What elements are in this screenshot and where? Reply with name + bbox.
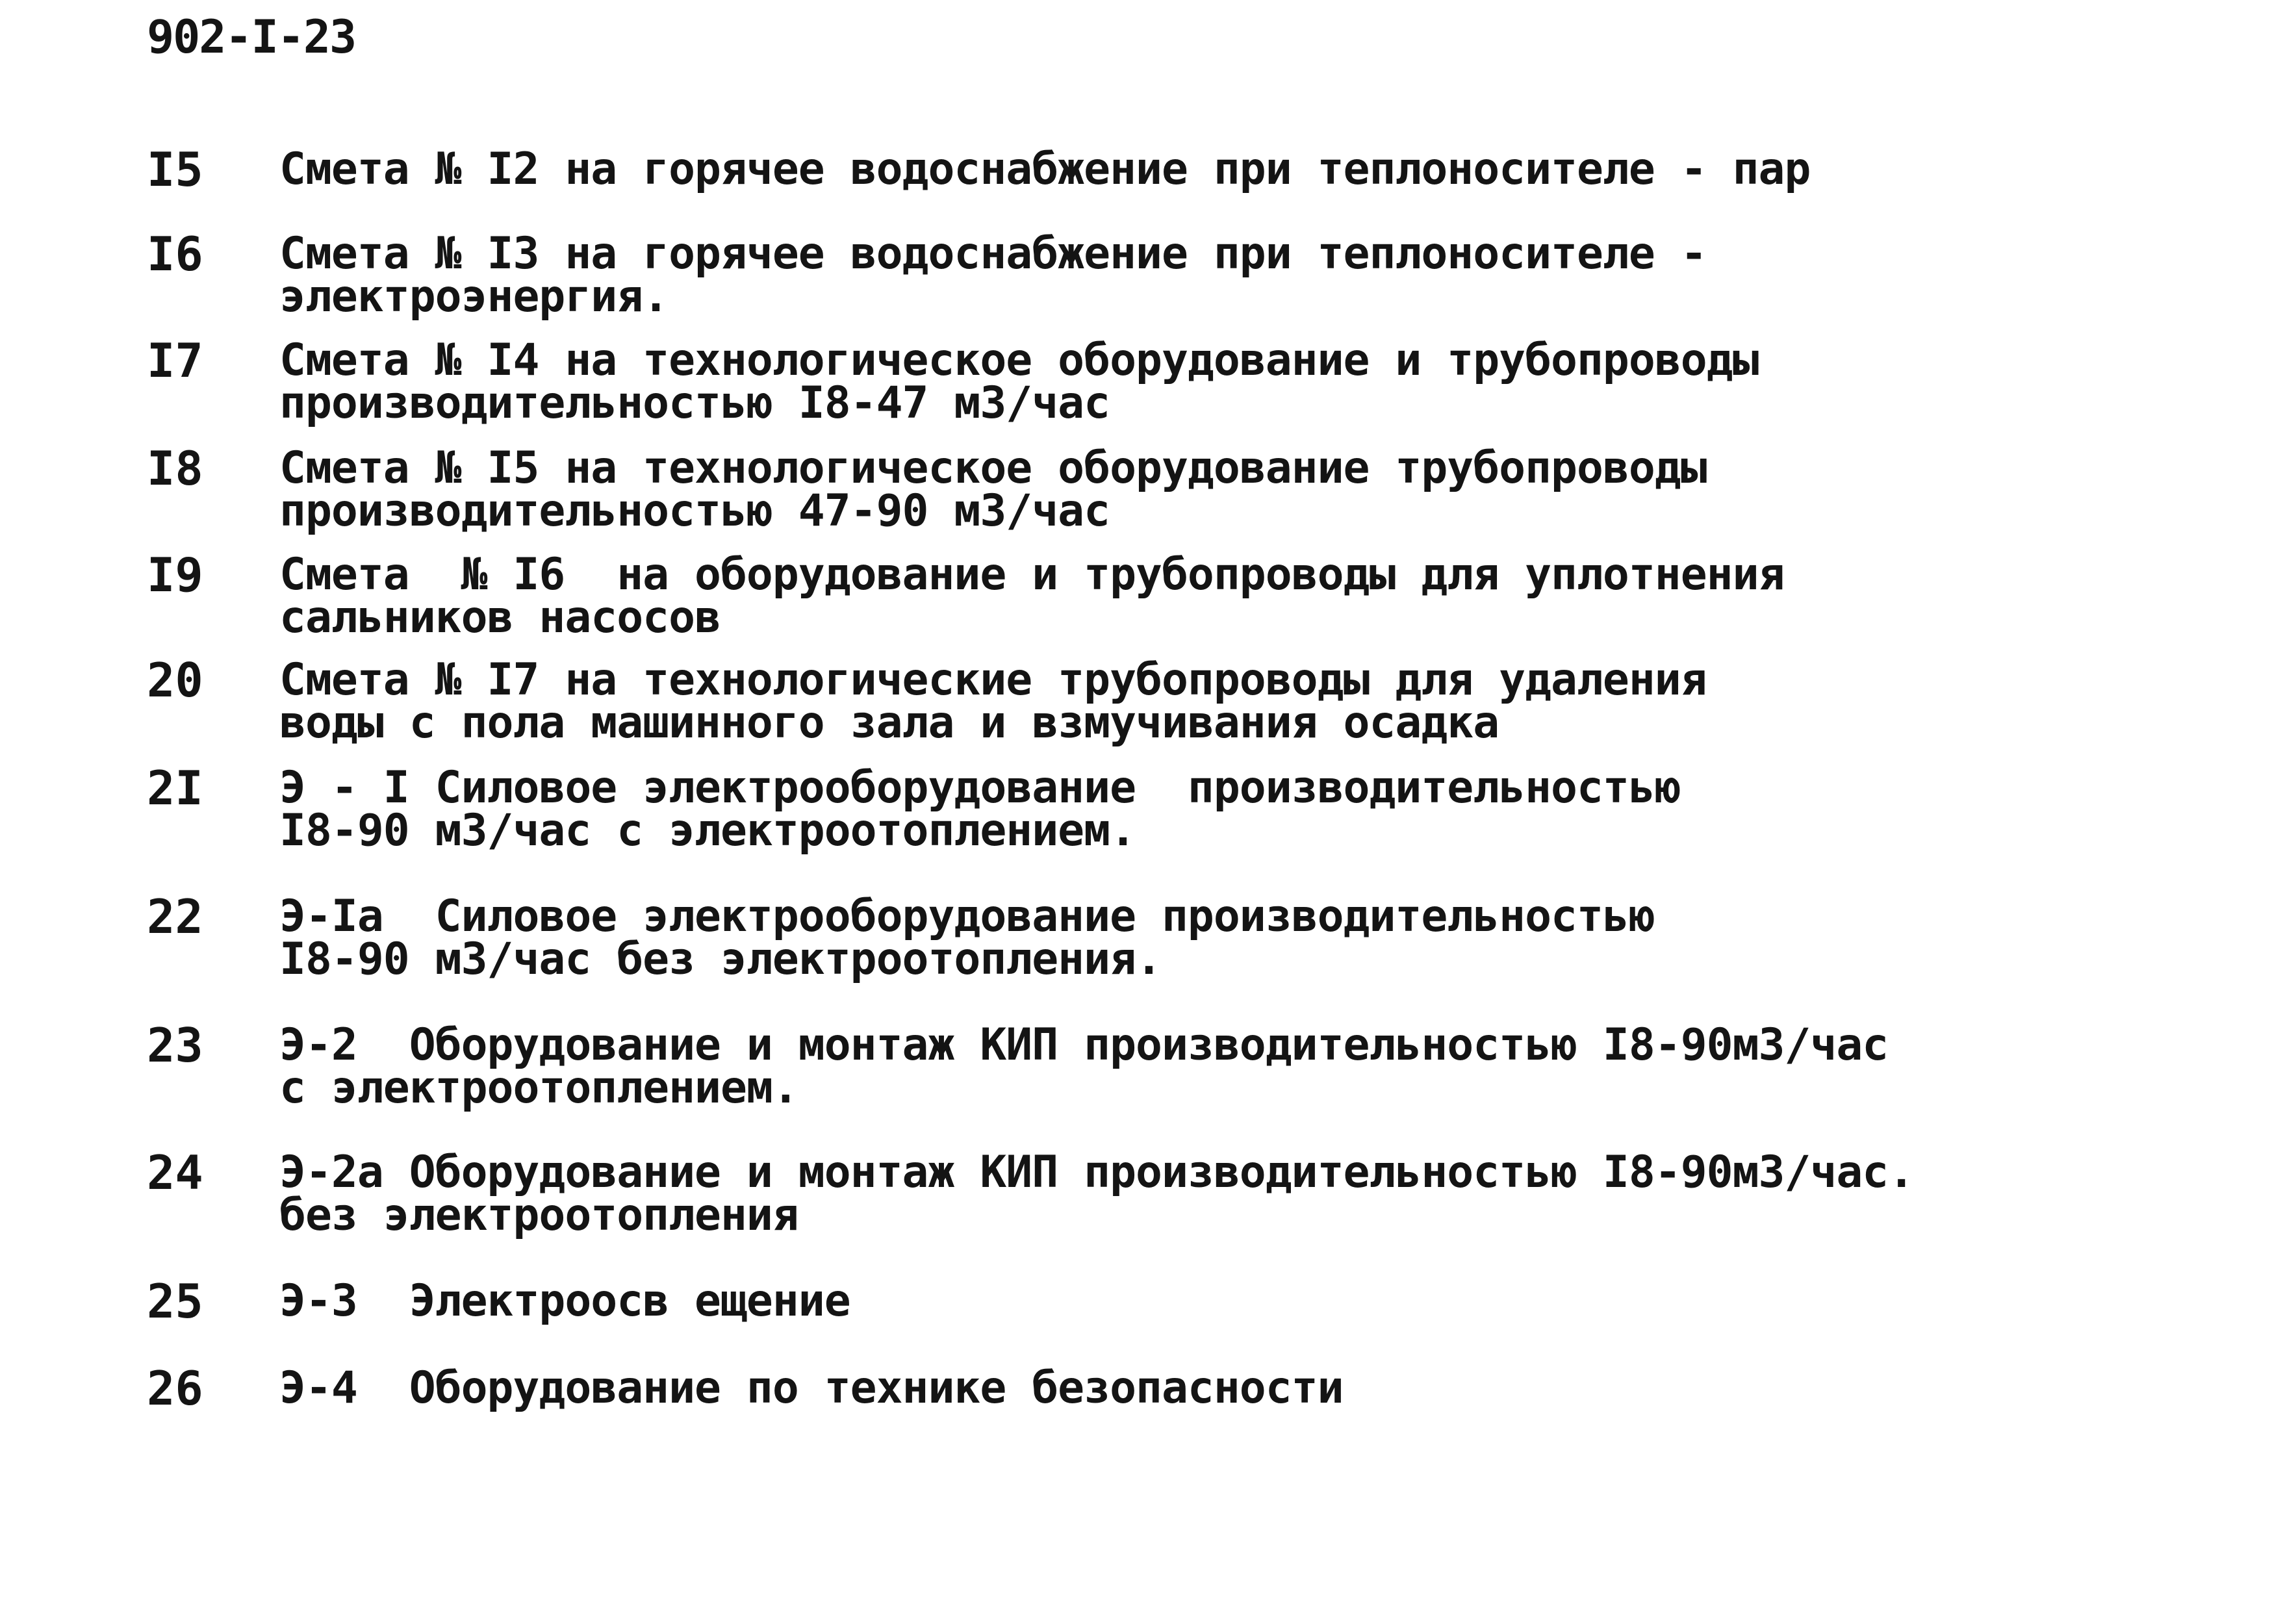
item-text [279,654,2215,748]
item-text [279,1147,2215,1241]
item-number: I9 [147,548,203,602]
item-line: I8-90 м3/час с электроотоплением. [279,805,1136,856]
item-number: 2I [147,761,203,815]
item-line: Э-4 Оборудование по технике безопасности [279,1362,1344,1414]
item-number: I6 [147,227,203,281]
item-text [279,891,2215,985]
item-line: Смета № I2 на горячее водоснабжение при теплоносителе - пар [279,144,1811,195]
item-number: 23 [147,1018,203,1073]
item-line: воды с пола машинного зала и взмучивания осадка [279,697,1499,748]
item-line: производительностью 47-90 м3/час [279,485,1110,537]
item-line: с электроотоплением. [279,1062,798,1114]
item-line: Смета № I6 на оборудование и трубопроводы для уплотнения [279,549,1785,600]
item-text [279,335,2215,429]
item-line: сальников насосов [279,592,721,643]
item-text [279,549,2215,643]
item-number: 24 [147,1145,203,1200]
item-text [279,1275,2215,1327]
item-line: электроэнергия. [279,271,669,322]
item-text [279,1019,2215,1114]
item-line: Э-Iа Силовое электрооборудование производительностью [279,891,1655,942]
item-number: I8 [147,441,203,496]
item-number: 22 [147,889,203,944]
item-number: 25 [147,1274,203,1329]
item-text [279,144,2215,195]
item-line: I8-90 м3/час без электроотопления. [279,934,1162,985]
item-line: без электроотопления [279,1190,798,1241]
item-text [279,228,2215,322]
item-text [279,762,2215,856]
item-line: Э-2 Оборудование и монтаж КИП производительностью I8-90м3/час [279,1019,1889,1071]
item-number: I7 [147,333,203,388]
document-code: 902-I-23 [147,10,356,64]
item-text [279,442,2215,537]
item-line: Смета № I3 на горячее водоснабжение при теплоносителе - [279,228,1707,279]
item-line: Смета № I4 на технологическое оборудование и трубопроводы [279,335,1759,386]
item-line: Э-3 Электроосв ещение [279,1275,850,1327]
item-number: 20 [147,653,203,708]
item-text [279,1362,2215,1414]
item-line: Э - I Силовое электрооборудование производительностью [279,762,1681,813]
item-line: Смета № I5 на технологическое оборудование трубопроводы [279,442,1707,494]
item-line: Смета № I7 на технологические трубопроводы для удаления [279,654,1707,706]
item-number: I5 [147,142,203,197]
item-line: производительностью I8-47 м3/час [279,377,1110,429]
item-line: Э-2а Оборудование и монтаж КИП производительностью I8-90м3/час. [279,1147,1915,1198]
item-number: 26 [147,1361,203,1416]
